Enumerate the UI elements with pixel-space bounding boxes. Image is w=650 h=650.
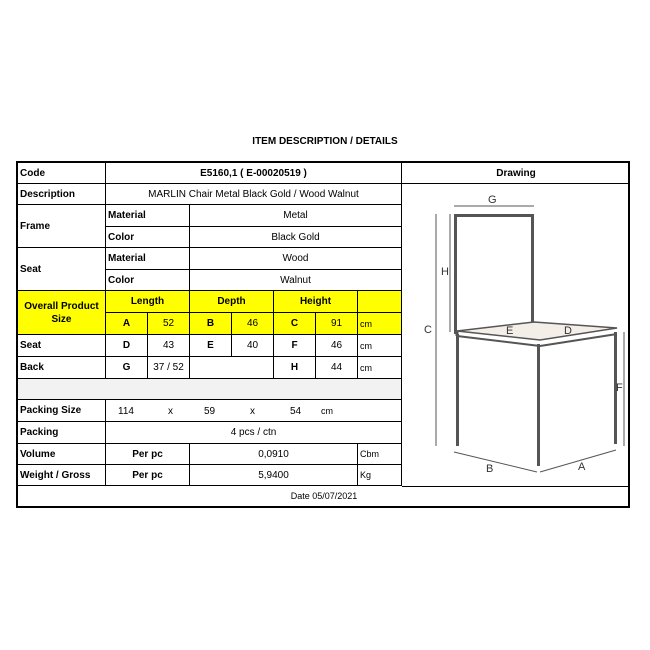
drawing-label-e: E (506, 325, 514, 337)
seat-color-value: Walnut (190, 270, 402, 291)
dim-b-line (454, 452, 537, 472)
packing-size-x1: x (168, 406, 173, 417)
chair-back-left-post (454, 214, 457, 334)
dim-f-value: 46 (316, 335, 358, 357)
code-label: Code (18, 163, 106, 184)
volume-unit: Cbm (358, 444, 402, 465)
back-empty-cell (190, 357, 274, 379)
dim-d-letter: D (106, 335, 148, 357)
dim-h-letter: H (274, 357, 316, 379)
volume-value: 0,0910 (190, 444, 358, 465)
back-dims-label: Back (18, 357, 106, 379)
weight-per: Per pc (106, 465, 190, 486)
dim-g-letter: G (106, 357, 148, 379)
dim-e-value: 40 (232, 335, 274, 357)
overall-size-label: Overall Product Size (18, 291, 106, 335)
code-value: E5160,1 ( E-00020519 ) (106, 163, 402, 184)
dim-d-value: 43 (148, 335, 190, 357)
seat-dims-unit: cm (358, 335, 402, 357)
dim-f-letter: F (274, 335, 316, 357)
drawing-label-f: F (616, 382, 623, 394)
chair-drawing-svg (402, 184, 630, 486)
packing-label: Packing (18, 422, 106, 444)
packing-size-unit: cm (321, 406, 333, 416)
overall-empty-cell (358, 291, 402, 313)
packing-size-label: Packing Size (18, 400, 106, 422)
length-header: Length (106, 291, 190, 313)
chair-back-right-post (531, 214, 534, 329)
depth-header: Depth (190, 291, 274, 313)
seat-material-label: Material (106, 248, 190, 270)
description-label: Description (18, 184, 106, 205)
overall-unit: cm (358, 313, 402, 335)
packing-size-x2: x (250, 406, 255, 417)
packing-size-height: 54 (290, 406, 302, 417)
dim-c-value: 91 (316, 313, 358, 335)
date-footer: Date 05/07/2021 (290, 491, 358, 501)
weight-label: Weight / Gross (18, 465, 106, 486)
drawing-label-h: H (441, 266, 449, 278)
dim-c-letter: C (274, 313, 316, 335)
height-header: Height (274, 291, 358, 313)
frame-color-value: Black Gold (190, 227, 402, 248)
dim-b-letter: B (190, 313, 232, 335)
weight-value: 5,9400 (190, 465, 358, 486)
dim-e-letter: E (190, 335, 232, 357)
drawing-header: Drawing (402, 163, 630, 184)
drawing-label-g: G (488, 194, 497, 206)
drawing-label-d: D (564, 325, 572, 337)
frame-label: Frame (18, 205, 106, 248)
dim-b-value: 46 (232, 313, 274, 335)
dim-h-value: 44 (316, 357, 358, 379)
description-value: MARLIN Chair Metal Black Gold / Wood Walnut (106, 184, 402, 205)
seat-color-label: Color (106, 270, 190, 291)
volume-label: Volume (18, 444, 106, 465)
frame-material-label: Material (106, 205, 190, 227)
spacer-row (18, 379, 402, 400)
frame-material-value: Metal (190, 205, 402, 227)
chair-backrest-top (454, 214, 534, 217)
drawing-label-b: B (486, 463, 494, 475)
drawing-label-c: C (424, 324, 432, 336)
frame-color-label: Color (106, 227, 190, 248)
back-dims-unit: cm (358, 357, 402, 379)
chair-leg-front-right (537, 344, 540, 466)
packing-value: 4 pcs / ctn (106, 422, 402, 444)
dim-a-letter: A (106, 313, 148, 335)
drawing-label-a: A (578, 461, 586, 473)
spec-sheet (16, 161, 630, 508)
volume-per: Per pc (106, 444, 190, 465)
dim-g-value: 37 / 52 (148, 357, 190, 379)
packing-size-length: 114 (118, 406, 134, 417)
seat-dims-label: Seat (18, 335, 106, 357)
dim-a-value: 52 (148, 313, 190, 335)
weight-unit: Kg (358, 465, 402, 486)
page-title: ITEM DESCRIPTION / DETAILS (252, 136, 398, 147)
seat-material-value: Wood (190, 248, 402, 270)
seat-label: Seat (18, 248, 106, 291)
packing-size-width: 59 (204, 406, 216, 417)
chair-drawing (402, 184, 630, 487)
chair-leg-front-left (456, 334, 459, 446)
